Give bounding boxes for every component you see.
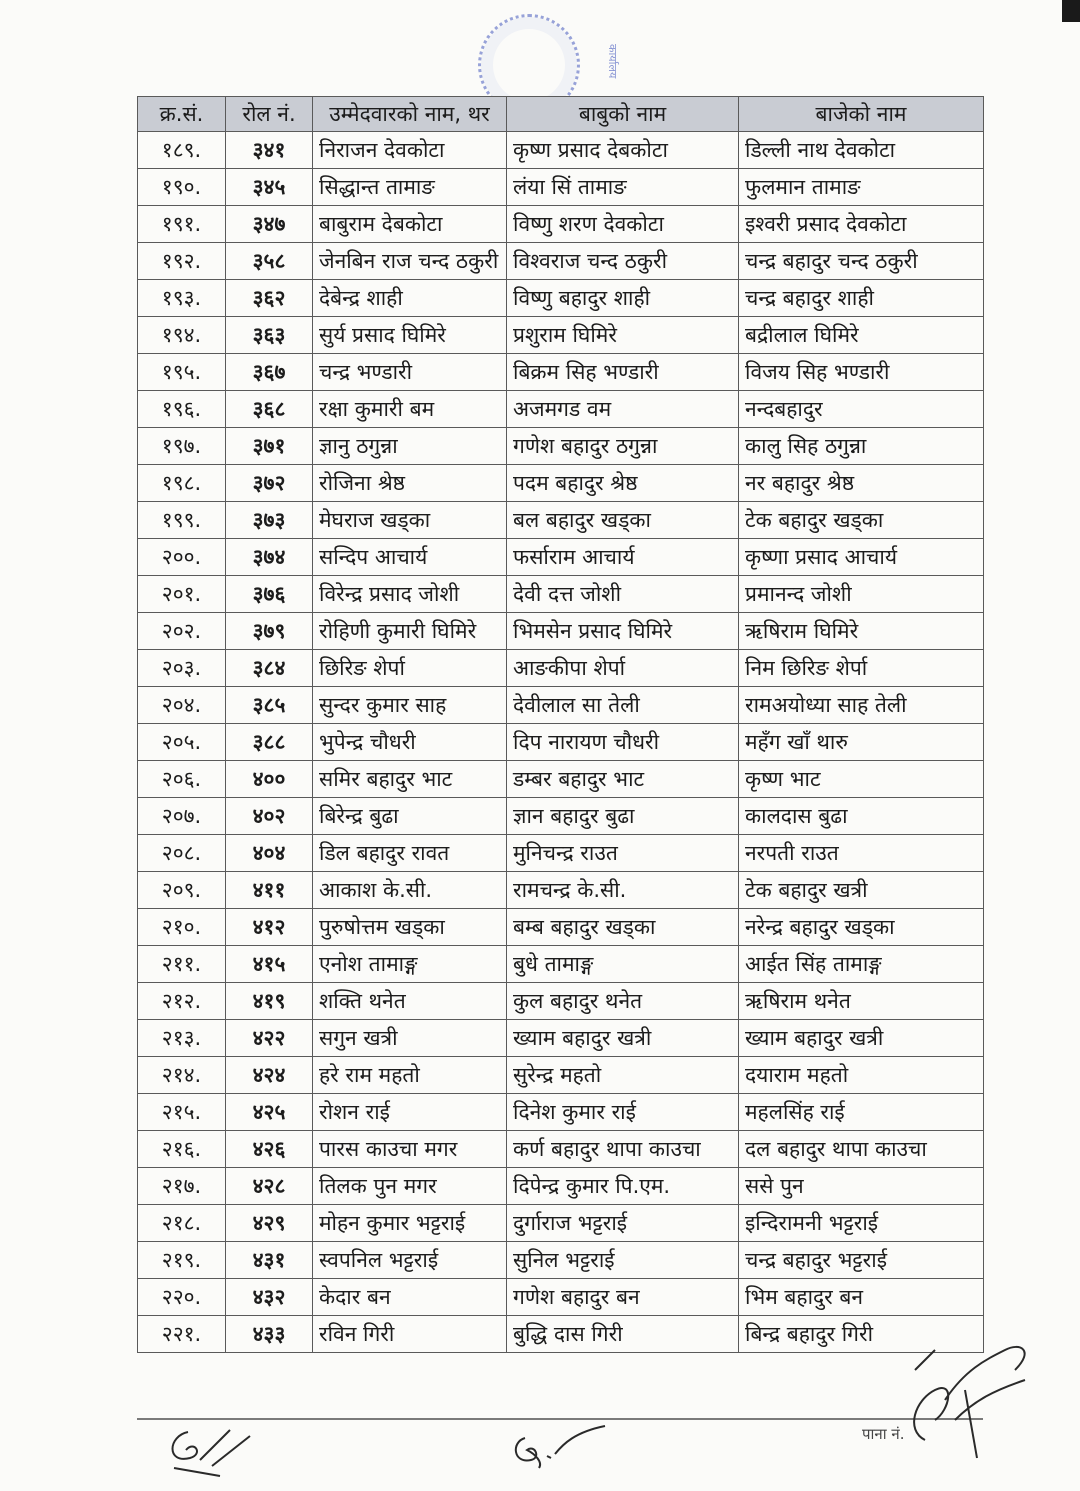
- serial-no-cell: २१५.: [138, 1094, 226, 1131]
- father-name-cell: आङकीपा शेर्पा: [507, 650, 739, 687]
- results-table: [137, 96, 984, 1353]
- grandfather-name-cell: ससे पुन: [739, 1168, 984, 1205]
- candidate-name-cell: बाबुराम देबकोटा: [313, 206, 507, 243]
- grandfather-name-cell: कालु सिह ठगुन्ना: [739, 428, 984, 465]
- grandfather-name-cell: इश्वरी प्रसाद देवकोटा: [739, 206, 984, 243]
- signature-right: [895, 1330, 1045, 1470]
- roll-no-cell: ३७४: [226, 539, 313, 576]
- serial-no-cell: २०४.: [138, 687, 226, 724]
- serial-no-cell: २१३.: [138, 1020, 226, 1057]
- candidate-name-cell: निराजन देवकोटा: [313, 132, 507, 169]
- candidate-name-cell: सन्दिप आचार्य: [313, 539, 507, 576]
- serial-no-cell: २०२.: [138, 613, 226, 650]
- serial-no-cell: २१९.: [138, 1242, 226, 1279]
- serial-no-cell: १९२.: [138, 243, 226, 280]
- grandfather-name-cell: ऋषिराम थनेत: [739, 983, 984, 1020]
- table-row: [138, 1316, 984, 1353]
- candidate-name-cell: रोहिणी कुमारी घिमिरे: [313, 613, 507, 650]
- grandfather-name-cell: भिम बहादुर बन: [739, 1279, 984, 1316]
- serial-no-cell: १९६.: [138, 391, 226, 428]
- candidate-name-cell: आकाश के.सी.: [313, 872, 507, 909]
- table-row: [138, 983, 984, 1020]
- roll-no-cell: ४०२: [226, 798, 313, 835]
- table-row: [138, 1279, 984, 1316]
- father-name-cell: दिप नारायण चौधरी: [507, 724, 739, 761]
- table-row: [138, 465, 984, 502]
- header-row: [138, 97, 984, 132]
- table-row: [138, 761, 984, 798]
- table-row: [138, 1242, 984, 1279]
- table-row: [138, 317, 984, 354]
- table-row: [138, 1020, 984, 1057]
- roll-no-cell: ४३२: [226, 1279, 313, 1316]
- candidate-name-cell: रोजिना श्रेष्ठ: [313, 465, 507, 502]
- candidate-name-cell: सुन्दर कुमार साह: [313, 687, 507, 724]
- grandfather-name-cell: डिल्ली नाथ देवकोटा: [739, 132, 984, 169]
- father-name-cell: गणेश बहादुर ठगुन्ना: [507, 428, 739, 465]
- page-number-label: पाना नं.: [862, 1425, 905, 1443]
- roll-no-cell: ३६७: [226, 354, 313, 391]
- grandfather-name-cell: चन्द्र बहादुर शाही: [739, 280, 984, 317]
- father-name-cell: कुल बहादुर थनेत: [507, 983, 739, 1020]
- roll-no-cell: ३७२: [226, 465, 313, 502]
- grandfather-name-cell: बिन्द्र बहादुर गिरी: [739, 1316, 984, 1353]
- serial-no-cell: २००.: [138, 539, 226, 576]
- grandfather-name-cell: नरेन्द्र बहादुर खड्का: [739, 909, 984, 946]
- header-candidate-name: उम्मेदवारको नाम, थर: [313, 97, 507, 132]
- father-name-cell: कर्ण बहादुर थापा काउचा: [507, 1131, 739, 1168]
- father-name-cell: विष्णु बहादुर शाही: [507, 280, 739, 317]
- table-body: [138, 132, 984, 1353]
- father-name-cell: बुधे तामाङ्ग: [507, 946, 739, 983]
- candidate-name-cell: सगुन खत्री: [313, 1020, 507, 1057]
- grandfather-name-cell: कृष्णा प्रसाद आचार्य: [739, 539, 984, 576]
- father-name-cell: रामचन्द्र के.सी.: [507, 872, 739, 909]
- father-name-cell: विश्वराज चन्द ठकुरी: [507, 243, 739, 280]
- serial-no-cell: १९७.: [138, 428, 226, 465]
- serial-no-cell: २०९.: [138, 872, 226, 909]
- roll-no-cell: ३६२: [226, 280, 313, 317]
- candidate-name-cell: छिरिङ शेर्पा: [313, 650, 507, 687]
- roll-no-cell: ३५८: [226, 243, 313, 280]
- serial-no-cell: २०५.: [138, 724, 226, 761]
- table-row: [138, 280, 984, 317]
- grandfather-name-cell: प्रमानन्द जोशी: [739, 576, 984, 613]
- table-row: [138, 1205, 984, 1242]
- grandfather-name-cell: दल बहादुर थापा काउचा: [739, 1131, 984, 1168]
- candidate-name-cell: एनोश तामाङ्ग: [313, 946, 507, 983]
- father-name-cell: ज्ञान बहादुर बुढा: [507, 798, 739, 835]
- father-name-cell: देवी दत्त जोशी: [507, 576, 739, 613]
- serial-no-cell: १९४.: [138, 317, 226, 354]
- father-name-cell: बुद्धि दास गिरी: [507, 1316, 739, 1353]
- grandfather-name-cell: विजय सिह भण्डारी: [739, 354, 984, 391]
- grandfather-name-cell: टेक बहादुर खत्री: [739, 872, 984, 909]
- father-name-cell: दुर्गाराज भट्टराई: [507, 1205, 739, 1242]
- grandfather-name-cell: नन्दबहादुर: [739, 391, 984, 428]
- table-row: [138, 243, 984, 280]
- father-name-cell: लंया सिं तामाङ: [507, 169, 739, 206]
- candidate-name-cell: स्वपनिल भट्टराई: [313, 1242, 507, 1279]
- serial-no-cell: २११.: [138, 946, 226, 983]
- table-row: [138, 687, 984, 724]
- grandfather-name-cell: इन्दिरामनी भट्टराई: [739, 1205, 984, 1242]
- grandfather-name-cell: महँग खाँ थारु: [739, 724, 984, 761]
- serial-no-cell: २०३.: [138, 650, 226, 687]
- father-name-cell: बम्ब बहादुर खड्का: [507, 909, 739, 946]
- candidate-name-cell: भुपेन्द्र चौधरी: [313, 724, 507, 761]
- candidate-name-cell: चन्द्र भण्डारी: [313, 354, 507, 391]
- table-row: [138, 1131, 984, 1168]
- candidate-name-cell: डिल बहादुर रावत: [313, 835, 507, 872]
- candidate-name-cell: विरेन्द्र प्रसाद जोशी: [313, 576, 507, 613]
- table-row: [138, 1094, 984, 1131]
- roll-no-cell: ४१२: [226, 909, 313, 946]
- father-name-cell: भिमसेन प्रसाद घिमिरे: [507, 613, 739, 650]
- roll-no-cell: ३८४: [226, 650, 313, 687]
- roll-no-cell: ४११: [226, 872, 313, 909]
- roll-no-cell: ३४५: [226, 169, 313, 206]
- table-row: [138, 724, 984, 761]
- roll-no-cell: ४०४: [226, 835, 313, 872]
- table-row: [138, 835, 984, 872]
- grandfather-name-cell: रामअयोध्या साह तेली: [739, 687, 984, 724]
- candidate-name-cell: समिर बहादुर भाट: [313, 761, 507, 798]
- candidate-name-cell: मेघराज खड्का: [313, 502, 507, 539]
- serial-no-cell: १८९.: [138, 132, 226, 169]
- roll-no-cell: ४००: [226, 761, 313, 798]
- serial-no-cell: २१६.: [138, 1131, 226, 1168]
- roll-no-cell: ३४७: [226, 206, 313, 243]
- table-row: [138, 354, 984, 391]
- father-name-cell: विष्णु शरण देवकोटा: [507, 206, 739, 243]
- table-row: [138, 169, 984, 206]
- candidate-name-cell: पारस काउचा मगर: [313, 1131, 507, 1168]
- table-row: [138, 909, 984, 946]
- serial-no-cell: २१४.: [138, 1057, 226, 1094]
- father-name-cell: बिक्रम सिह भण्डारी: [507, 354, 739, 391]
- serial-no-cell: २२०.: [138, 1279, 226, 1316]
- candidate-name-cell: केदार बन: [313, 1279, 507, 1316]
- serial-no-cell: २२१.: [138, 1316, 226, 1353]
- roll-no-cell: ४२५: [226, 1094, 313, 1131]
- serial-no-cell: १९९.: [138, 502, 226, 539]
- header-grandfather-name: बाजेको नाम: [739, 97, 984, 132]
- father-name-cell: पदम बहादुर श्रेष्ठ: [507, 465, 739, 502]
- candidate-name-cell: रोशन राई: [313, 1094, 507, 1131]
- grandfather-name-cell: निम छिरिङ शेर्पा: [739, 650, 984, 687]
- table-row: [138, 1168, 984, 1205]
- table-header: [138, 97, 984, 132]
- candidate-name-cell: सुर्य प्रसाद घिमिरे: [313, 317, 507, 354]
- grandfather-name-cell: नरपती राउत: [739, 835, 984, 872]
- father-name-cell: सुनिल भट्टराई: [507, 1242, 739, 1279]
- father-name-cell: प्रशुराम घिमिरे: [507, 317, 739, 354]
- roll-no-cell: ३७९: [226, 613, 313, 650]
- grandfather-name-cell: नर बहादुर श्रेष्ठ: [739, 465, 984, 502]
- father-name-cell: देवीलाल सा तेली: [507, 687, 739, 724]
- roll-no-cell: ४२४: [226, 1057, 313, 1094]
- table-row: [138, 798, 984, 835]
- grandfather-name-cell: ऋषिराम घिमिरे: [739, 613, 984, 650]
- scan-edge-mark: [1062, 0, 1080, 22]
- table-row: [138, 132, 984, 169]
- roll-no-cell: ३७६: [226, 576, 313, 613]
- father-name-cell: डम्बर बहादुर भाट: [507, 761, 739, 798]
- signature-center: [505, 1418, 615, 1473]
- candidate-name-cell: शक्ति थनेत: [313, 983, 507, 1020]
- candidate-name-cell: बिरेन्द्र बुढा: [313, 798, 507, 835]
- table-row: [138, 502, 984, 539]
- table-row: [138, 613, 984, 650]
- candidate-name-cell: रविन गिरी: [313, 1316, 507, 1353]
- table-row: [138, 946, 984, 983]
- stamp-seal-text: कार्यालय: [606, 44, 619, 79]
- roll-no-cell: ४१५: [226, 946, 313, 983]
- candidate-name-cell: मोहन कुमार भट्टराई: [313, 1205, 507, 1242]
- grandfather-name-cell: आईत सिंह तामाङ्ग: [739, 946, 984, 983]
- table-row: [138, 391, 984, 428]
- serial-no-cell: १९८.: [138, 465, 226, 502]
- candidate-name-cell: सिद्धान्त तामाङ: [313, 169, 507, 206]
- serial-no-cell: १९०.: [138, 169, 226, 206]
- roll-no-cell: ४३३: [226, 1316, 313, 1353]
- grandfather-name-cell: बद्रीलाल घिमिरे: [739, 317, 984, 354]
- father-name-cell: बल बहादुर खड्का: [507, 502, 739, 539]
- candidate-name-cell: हरे राम महतो: [313, 1057, 507, 1094]
- roll-no-cell: ३६३: [226, 317, 313, 354]
- roll-no-cell: ४२८: [226, 1168, 313, 1205]
- serial-no-cell: १९३.: [138, 280, 226, 317]
- grandfather-name-cell: ख्याम बहादुर खत्री: [739, 1020, 984, 1057]
- father-name-cell: दिनेश कुमार राई: [507, 1094, 739, 1131]
- serial-no-cell: २०१.: [138, 576, 226, 613]
- roll-no-cell: ४१९: [226, 983, 313, 1020]
- father-name-cell: कृष्ण प्रसाद देबकोटा: [507, 132, 739, 169]
- roll-no-cell: ३४१: [226, 132, 313, 169]
- serial-no-cell: २०७.: [138, 798, 226, 835]
- grandfather-name-cell: टेक बहादुर खड्का: [739, 502, 984, 539]
- table-row: [138, 428, 984, 465]
- table-row: [138, 576, 984, 613]
- roll-no-cell: ४२२: [226, 1020, 313, 1057]
- roll-no-cell: ४२६: [226, 1131, 313, 1168]
- father-name-cell: सुरेन्द्र महतो: [507, 1057, 739, 1094]
- header-roll-no: रोल नं.: [226, 97, 313, 132]
- father-name-cell: अजमगड वम: [507, 391, 739, 428]
- candidate-name-cell: जेनबिन राज चन्द ठकुरी: [313, 243, 507, 280]
- candidate-name-cell: ज्ञानु ठगुन्ना: [313, 428, 507, 465]
- candidate-name-cell: रक्षा कुमारी बम: [313, 391, 507, 428]
- father-name-cell: दिपेन्द्र कुमार पि.एम.: [507, 1168, 739, 1205]
- grandfather-name-cell: दयाराम महतो: [739, 1057, 984, 1094]
- table-row: [138, 1057, 984, 1094]
- roll-no-cell: ४३१: [226, 1242, 313, 1279]
- signature-left: [160, 1420, 255, 1480]
- candidate-name-cell: तिलक पुन मगर: [313, 1168, 507, 1205]
- father-name-cell: फर्साराम आचार्य: [507, 539, 739, 576]
- serial-no-cell: २१२.: [138, 983, 226, 1020]
- roll-no-cell: ३६८: [226, 391, 313, 428]
- roll-no-cell: ३७३: [226, 502, 313, 539]
- candidate-name-cell: पुरुषोत्तम खड्का: [313, 909, 507, 946]
- roll-no-cell: ३७१: [226, 428, 313, 465]
- serial-no-cell: १९५.: [138, 354, 226, 391]
- serial-no-cell: २१०.: [138, 909, 226, 946]
- grandfather-name-cell: फुलमान तामाङ: [739, 169, 984, 206]
- table-row: [138, 872, 984, 909]
- serial-no-cell: २०६.: [138, 761, 226, 798]
- father-name-cell: मुनिचन्द्र राउत: [507, 835, 739, 872]
- grandfather-name-cell: चन्द्र बहादुर चन्द ठकुरी: [739, 243, 984, 280]
- candidate-name-cell: देबेन्द्र शाही: [313, 280, 507, 317]
- grandfather-name-cell: कालदास बुढा: [739, 798, 984, 835]
- header-serial-no: क्र.सं.: [138, 97, 226, 132]
- grandfather-name-cell: चन्द्र बहादुर भट्टराई: [739, 1242, 984, 1279]
- table-row: [138, 539, 984, 576]
- table-row: [138, 650, 984, 687]
- serial-no-cell: २१८.: [138, 1205, 226, 1242]
- grandfather-name-cell: कृष्ण भाट: [739, 761, 984, 798]
- father-name-cell: गणेश बहादुर बन: [507, 1279, 739, 1316]
- header-father-name: बाबुको नाम: [507, 97, 739, 132]
- roll-no-cell: ४२९: [226, 1205, 313, 1242]
- grandfather-name-cell: महलसिंह राई: [739, 1094, 984, 1131]
- serial-no-cell: २०८.: [138, 835, 226, 872]
- serial-no-cell: १९१.: [138, 206, 226, 243]
- table-row: [138, 206, 984, 243]
- father-name-cell: ख्याम बहादुर खत्री: [507, 1020, 739, 1057]
- roll-no-cell: ३८८: [226, 724, 313, 761]
- serial-no-cell: २१७.: [138, 1168, 226, 1205]
- roll-no-cell: ३८५: [226, 687, 313, 724]
